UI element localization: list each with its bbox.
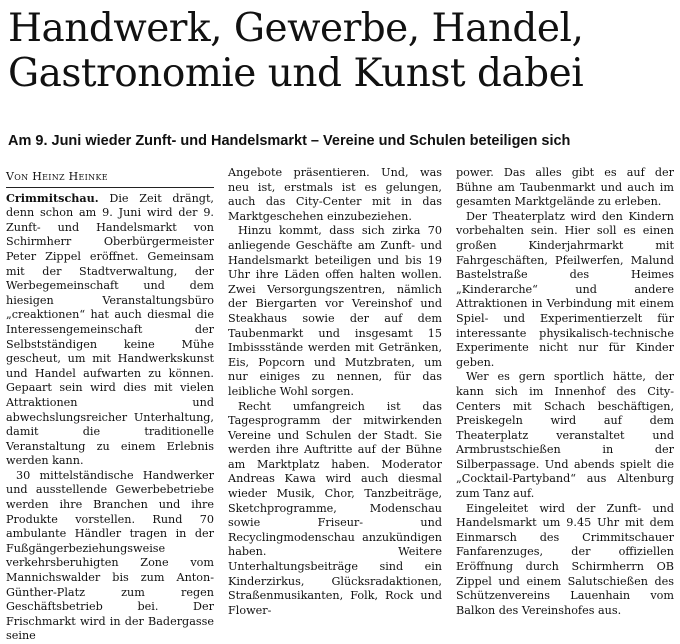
paragraph-1	[6, 191, 214, 469]
paragraph-3: Angebote präsentieren. Und, was neu ist, erstmals ist es gelungen, auch das City-Center mit in das Marktgeschehen einzubeziehen.	[228, 166, 442, 223]
headline-line-2: Gastronomie und Kunst dabei	[8, 51, 584, 96]
paragraph-4: Hinzu kommt, dass sich zirka 70 anliegende Geschäfte am Zunft- und Handelsmarkt beteiligen und bis 19 Uhr ihre Läden offen halten wollen. Zwei Versorgungszentren, nämlich der Biergarten vor Vereinshof und Steakhaus sowie der auf dem Taubenmarkt und insgesamt 15 Imbissstände werden mit Getränken, Eis, Popcorn und Mutzbraten, um nur einiges zu nennen, für das leibliche Wohl sorgen.	[228, 224, 442, 398]
subheadline: Am 9. Juni wieder Zunft- und Handelsmarkt – Vereine und Schulen beteiligen sich	[8, 133, 571, 149]
headline-line-1: Handwerk, Gewerbe, Handel,	[8, 6, 584, 51]
column-2	[228, 166, 442, 618]
paragraph-7: Der Theaterplatz wird den Kindern vorbehalten sein. Hier soll es einen großen Kinderjahrmarkt mit Fahrgeschäften, Pfeilwerfen, Malund Bastelstraße des Heimes „Kinderarche“ und andere Attraktionen in Verbindung mit einem Spiel- und Experimentierzelt für interessante physikalisch-technische Experimente nicht nur für Kinder geben.	[456, 209, 674, 369]
paragraph-9: Eingeleitet wird der Zunft- und Handelsmarkt um 9.45 Uhr mit dem Einmarsch des Crimmitschauer Fanfarenzuges, der offiziellen Eröffnung durch Schirmherrn OB Zippel und einem Salutschießen des Schützenvereins Lauenhain vom Balkon des Vereinshofes aus.	[456, 501, 674, 617]
paragraph-5: Recht umfangreich ist das Tagesprogramm der mitwirkenden Vereine und Schulen der Stadt. Sie werden ihre Auftritte auf der Bühne am Marktplatz haben. Moderator Andreas Kawa wird auch diesmal wieder Musik, Chor, Tanzbeiträge, Sketchprogramme, Modenschau sowie Friseur- und Recyclingmodenschau anzukündigen haben. Weitere Unterhaltungsbeiträge sind ein Kinderzirkus, Glücksradaktionen, Straßenmusikanten, Folk, Rock und Flower-	[228, 399, 442, 617]
paragraph-8: Wer es gern sportlich hätte, der kann sich im Innenhof des City-Centers mit Schach beschäftigen, Preiskegeln wird auf dem Theaterplatz veranstaltet und Armbrustschießen in der Silberpassage. Und abends spielt die „Cocktail-Partyband“ aus Altenburg zum Tanz auf.	[456, 370, 674, 501]
headline	[8, 6, 678, 96]
paragraph-1-text: Die Zeit drängt, denn schon am 9. Juni wird der 9. Zunft- und Handelsmarkt von Schirmherr Oberbürgermeister Peter Zippel eröffnet. Gemeinsam mit der Stadtverwaltung, der Werbegemeinschaft und dem hiesigen Veranstaltungsbüro „creaktionen“ hat auch diesmal die Interessengemeinschaft der Selbstständigen keine Mühe gescheut, um mit Handwerkskunst und Handel aufwarten zu können. Gepaart sein wird dies mit vielen Attraktionen und abwechslungsreicher Unterhaltung, damit die traditionelle Veranstaltung zu einem Erlebnis werden kann.	[6, 191, 214, 468]
dateline: Crimmitschau.	[6, 190, 99, 205]
byline: Von Heinz Heinke	[6, 170, 214, 188]
paragraph-2: 30 mittelständische Handwerker und ausstellende Gewerbebetriebe werden ihre Branchen und ihre Produkte vorstellen. Rund 70 ambulante Händler tragen in der Fußgängerbeziehungsweise verkehrsberuhigten Zone vom Mannichswalder bis zum Anton-Günther-Platz zum regen Geschäftsbetrieb bei. Der Frischmarkt wird in der Badergasse seine	[6, 468, 214, 643]
column-1	[6, 170, 214, 644]
column-3	[456, 166, 674, 618]
paragraph-6: power. Das alles gibt es auf der Bühne am Taubenmarkt und auch im gesamten Marktgelände zu erleben.	[456, 166, 674, 209]
